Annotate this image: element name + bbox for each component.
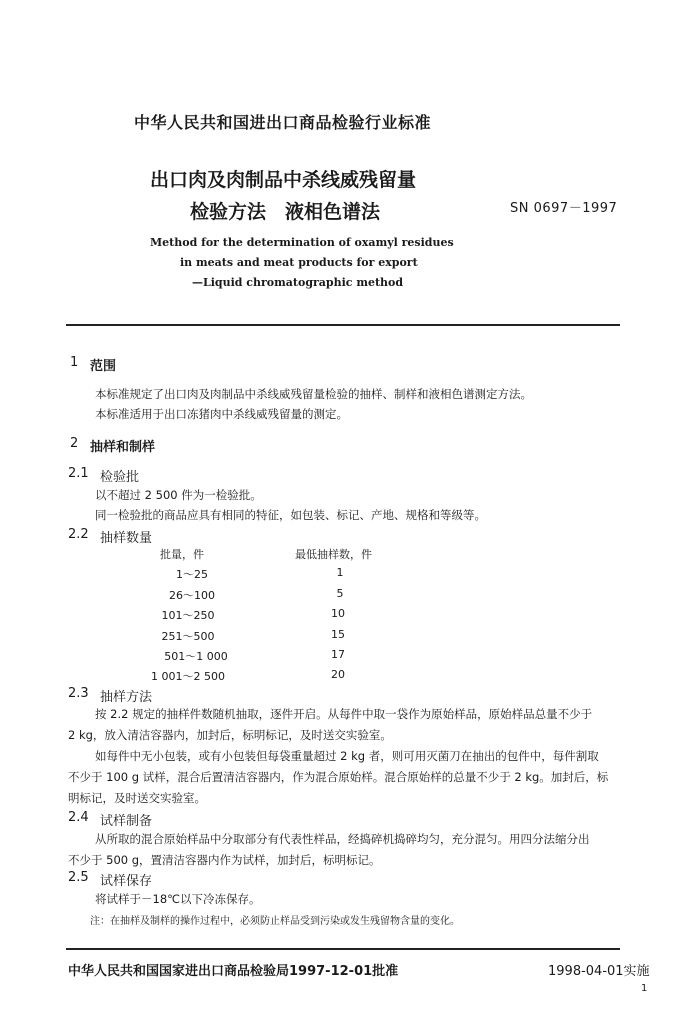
- section-1-number: 1: [70, 355, 79, 370]
- table-cell-count: 17: [331, 648, 345, 661]
- section-2-5-title: 试样保存: [100, 874, 153, 889]
- section-2-3-line-5: 明标记，及时送交实验室。: [68, 791, 206, 805]
- document-title-line2: 检验方法 液相色谱法: [190, 201, 381, 223]
- header-rule: [66, 324, 620, 326]
- section-1-para-2: 本标准适用于出口冻猪肉中杀线威残留量的测定。: [95, 407, 348, 421]
- section-2-2-number: 2.2: [68, 527, 89, 542]
- table-cell-count: 10: [331, 607, 345, 620]
- section-2-1-number: 2.1: [68, 466, 89, 481]
- footer-rule: [66, 948, 620, 950]
- section-2-5-note: 注：在抽样及制样的操作过程中，必须防止样品受到污染或发生残留物含量的变化。: [90, 916, 460, 927]
- section-2-3-number: 2.3: [68, 686, 89, 701]
- english-title-line3: —Liquid chromatographic method: [192, 276, 404, 289]
- section-2-1-para-2: 同一检验批的商品应具有相同的特征，如包装、标记、产地、规格和等级等。: [95, 508, 486, 522]
- standard-category: 中华人民共和国进出口商品检验行业标准: [134, 113, 432, 132]
- section-2-4-line-2: 不少于 500 g，置清洁容器内作为试样，加封后，标明标记。: [68, 853, 381, 867]
- section-2-1-para-1: 以不超过 2 500 件为一检验批。: [95, 488, 262, 502]
- table-cell-lot: 251～500: [161, 630, 215, 643]
- section-2-3-line-4: 不少于 100 g 试样，混合后置清洁容器内，作为混合原始样。混合原始样的总量不少于 2 kg。加封后，标: [68, 770, 609, 784]
- section-2-5-line-1: 将试样于－18℃以下冷冻保存。: [95, 892, 261, 906]
- table-cell-count: 5: [336, 587, 344, 600]
- section-2-3-line-1: 按 2.2 规定的抽样件数随机抽取，逐件开启。从每件中取一袋作为原始样品，原始样品总量不少于: [95, 707, 593, 721]
- table-cell-lot: 1～25: [176, 568, 208, 581]
- standard-code: SN 0697－1997: [510, 201, 618, 216]
- approval-statement: 中华人民共和国国家进出口商品检验局1997-12-01批准: [68, 964, 399, 979]
- section-2-3-line-2: 2 kg，放入清洁容器内，加封后，标明标记，及时送交实验室。: [68, 728, 392, 742]
- section-2-3-title: 抽样方法: [100, 690, 153, 705]
- table-cell-count: 1: [336, 566, 344, 579]
- section-2-title: 抽样和制样: [90, 440, 156, 455]
- section-2-5-number: 2.5: [68, 870, 89, 885]
- effective-date: 1998-04-01实施: [548, 964, 650, 979]
- section-2-4-number: 2.4: [68, 810, 89, 825]
- table-cell-lot: 26～100: [169, 589, 215, 602]
- table-header-min-samples: 最低抽样数，件: [295, 548, 372, 561]
- document-title-line1: 出口肉及肉制品中杀线威残留量: [150, 169, 417, 191]
- section-2-2-title: 抽样数量: [100, 531, 153, 546]
- section-1-title: 范围: [90, 359, 117, 374]
- table-cell-count: 20: [331, 668, 345, 681]
- english-title-line1: Method for the determination of oxamyl residues: [150, 236, 454, 249]
- table-cell-lot: 101～250: [161, 609, 215, 622]
- section-2-1-title: 检验批: [100, 470, 140, 485]
- table-cell-count: 15: [331, 628, 345, 641]
- table-cell-lot: 1 001～2 500: [151, 670, 225, 683]
- page-number: 1: [641, 983, 648, 994]
- table-cell-lot: 501～1 000: [164, 650, 228, 663]
- section-2-3-line-3: 如每件中无小包装，或有小包装但每袋重量超过 2 kg 者，则可用灭菌刀在抽出的包件中，每件割取: [95, 749, 599, 763]
- table-header-lot-size: 批量，件: [160, 548, 204, 561]
- english-title-line2: in meats and meat products for export: [180, 256, 418, 269]
- section-2-4-line-1: 从所取的混合原始样品中分取部分有代表性样品，经捣碎机捣碎均匀，充分混匀。用四分法缩分出: [95, 832, 590, 846]
- section-2-4-title: 试样制备: [100, 814, 153, 829]
- section-1-para-1: 本标准规定了出口肉及肉制品中杀线威残留量检验的抽样、制样和液相色谱测定方法。: [95, 387, 532, 401]
- section-2-number: 2: [70, 436, 79, 451]
